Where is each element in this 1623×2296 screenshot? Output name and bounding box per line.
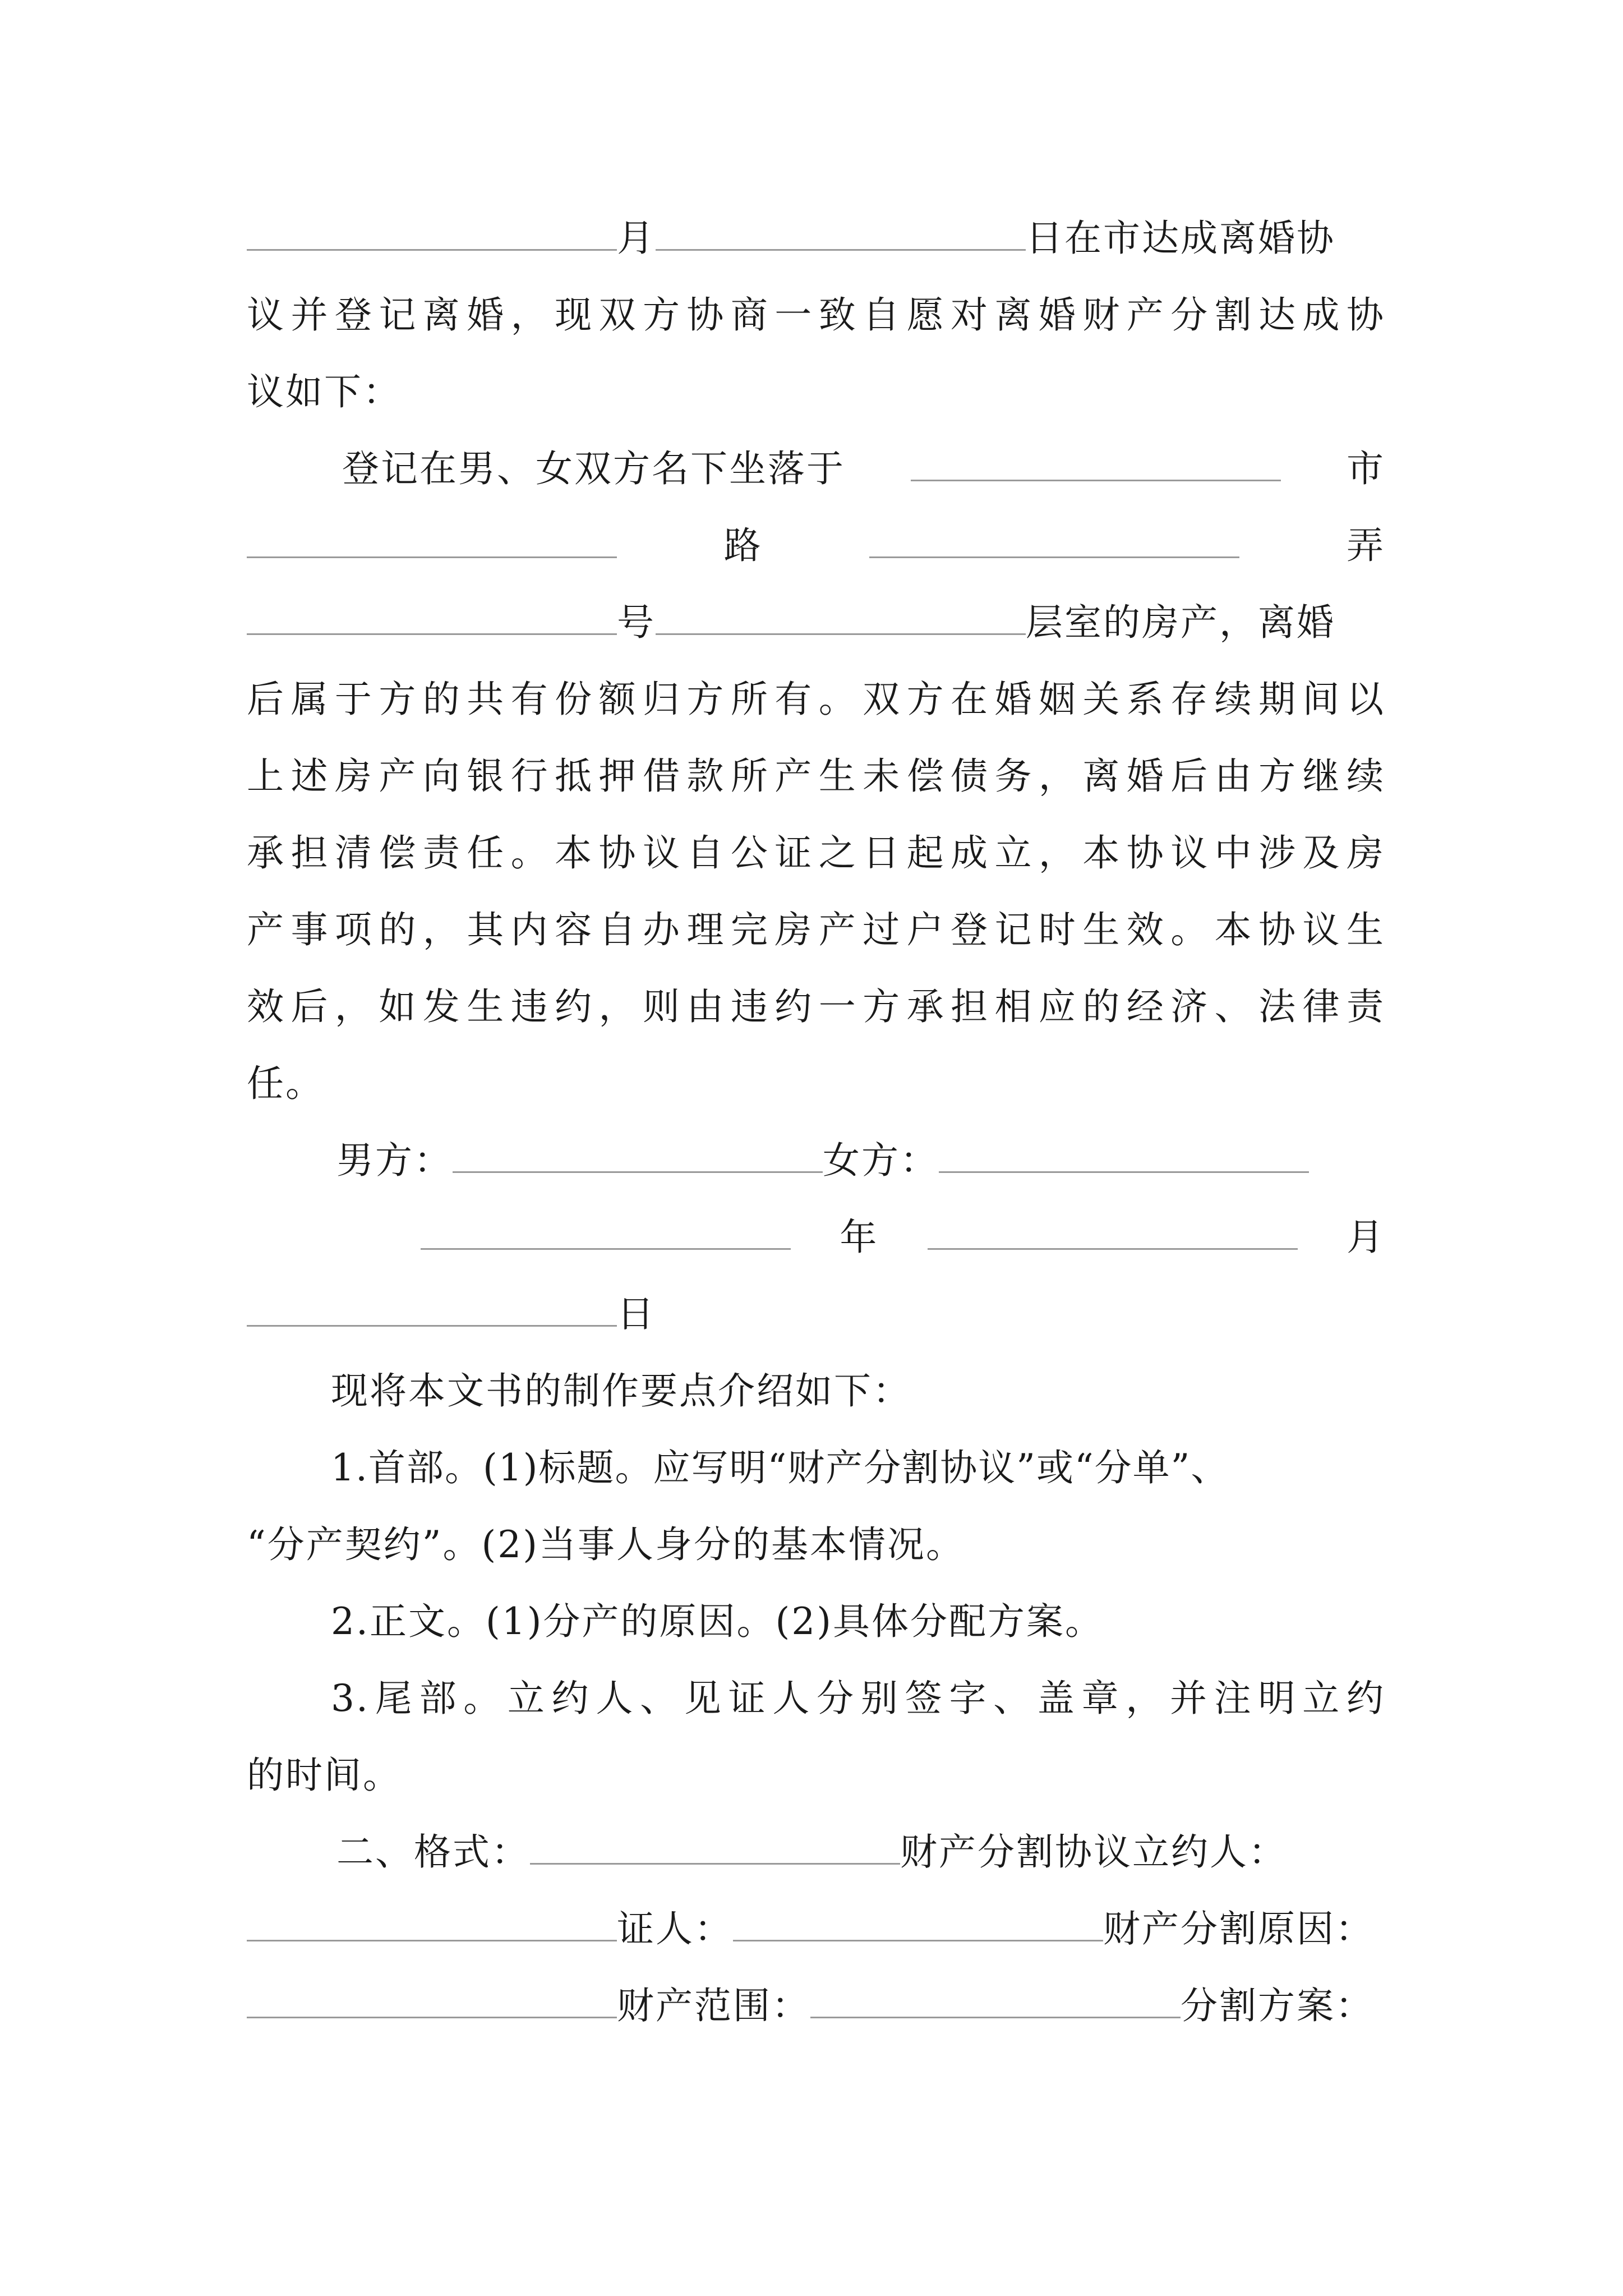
day-field[interactable] — [247, 1291, 617, 1327]
text-line-17: 1.首部。(1)标题。应写明“财产分割协议”或“分单”、 — [331, 1446, 1229, 1489]
text-line-12: 任。 — [247, 1062, 324, 1105]
scope-label: 财产范围： — [617, 1984, 810, 2027]
witness-label: 证人： — [617, 1907, 733, 1950]
reason-label: 财产分割原因： — [1103, 1907, 1374, 1950]
blank-field[interactable] — [530, 1829, 900, 1865]
blank-field[interactable] — [656, 600, 1026, 635]
blank-field[interactable] — [247, 600, 617, 635]
text-fragment: 登记在男、女双方名下坐落于 — [342, 447, 845, 490]
text-line-18: “分产契约”。(2)当事人身分的基本情况。 — [247, 1523, 965, 1566]
text-fragment: 路 — [723, 524, 763, 567]
plan-label: 分割方案： — [1181, 1984, 1374, 2027]
blank-field[interactable] — [656, 215, 1026, 251]
male-party-field[interactable] — [453, 1138, 823, 1173]
blank-field[interactable] — [869, 523, 1239, 558]
text-line-9: 承担清偿责任。本协议自公证之日起成立，本协议中涉及房 — [247, 831, 1385, 875]
month-field[interactable] — [928, 1214, 1298, 1250]
signature-line — [336, 1130, 1309, 1191]
blank-field[interactable] — [733, 1906, 1103, 1941]
female-party-field[interactable] — [939, 1138, 1309, 1173]
witness-line — [247, 1898, 1374, 1960]
text-line-10: 产事项的，其内容自办理完房产过户登记时生效。本协议生 — [247, 908, 1385, 951]
blank-field[interactable] — [911, 446, 1281, 481]
day-line — [247, 1283, 656, 1345]
blank-field[interactable] — [247, 523, 617, 558]
text-line-6 — [247, 592, 1335, 654]
text-fragment: 月 — [617, 217, 656, 260]
text-line-19: 2.正文。(1)分产的原因。(2)具体分配方案。 — [331, 1600, 1104, 1643]
text-line-4 — [342, 438, 1385, 500]
text-line-5 — [247, 515, 1385, 577]
year-label: 年 — [840, 1216, 879, 1259]
female-party-label: 女方： — [823, 1139, 939, 1182]
blank-field[interactable] — [247, 1983, 617, 2018]
text-line-3: 议如下： — [247, 370, 402, 413]
text-fragment: 市 — [1347, 447, 1385, 490]
text-line-20: 3.尾部。立约人、见证人分别签字、盖章，并注明立约 — [331, 1677, 1385, 1720]
text-line-1 — [247, 208, 1335, 269]
text-line-2: 议并登记离婚，现双方协商一致自愿对离婚财产分割达成协 — [247, 293, 1385, 337]
day-label: 日 — [617, 1292, 656, 1336]
month-label: 月 — [1346, 1216, 1385, 1259]
year-field[interactable] — [421, 1214, 791, 1250]
text-line-8: 上述房产向银行抵押借款所产生未偿债务，离婚后由方继续 — [247, 754, 1385, 798]
format-line — [336, 1821, 1287, 1883]
scope-line — [247, 1975, 1374, 2037]
blank-field[interactable] — [247, 1906, 617, 1941]
text-line-21: 的时间。 — [247, 1754, 402, 1797]
text-line-11: 效后，如发生违约，则由违约一方承担相应的经济、法律责 — [247, 985, 1385, 1028]
text-fragment: 弄 — [1346, 524, 1385, 567]
text-fragment: 号 — [617, 601, 656, 644]
blank-field[interactable] — [810, 1983, 1181, 2018]
text-fragment: 层室的房产，离婚 — [1026, 601, 1335, 644]
text-line-7: 后属于方的共有份额归方所有。双方在婚姻关系存续期间以 — [247, 678, 1385, 721]
format-label: 二、格式： — [336, 1830, 530, 1874]
text-fragment: 日在市达成离婚协 — [1026, 217, 1335, 260]
text-fragment: 财产分割协议立约人： — [900, 1830, 1287, 1874]
text-line-16: 现将本文书的制作要点介绍如下： — [331, 1369, 911, 1412]
male-party-label: 男方： — [336, 1139, 453, 1182]
blank-field[interactable] — [247, 215, 617, 251]
date-line — [421, 1207, 1385, 1268]
